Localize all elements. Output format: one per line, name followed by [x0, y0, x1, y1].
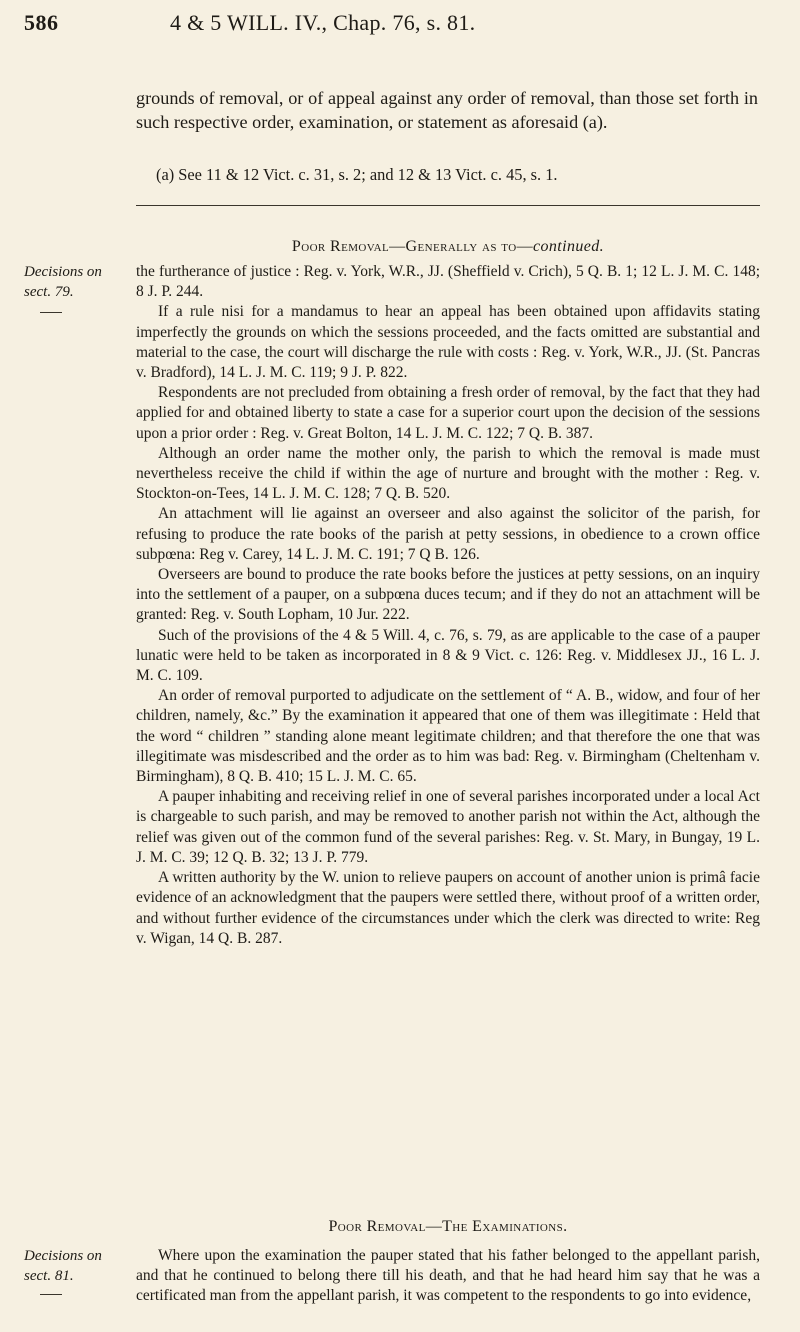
margin-note-line: Decisions on [24, 264, 102, 280]
paragraph: Although an order name the mother only, the parish to which the removal is made must nevertheless receive the child if within the age of nurture and brought with the mother : Reg. v. Stockton-on-Tees, 14 L. J. M. C. 128; 7 Q. B. 520. [136, 444, 760, 503]
margin-note-line: Decisions on [24, 1248, 102, 1264]
paragraph: Where upon the examination the pauper stated that his father belonged to the appellant parish, and that he continued to belong there till his death, and that he had heard him say that he was a certificated man from the appellant parish, it was competent to the respondents to go into evidence, [136, 1247, 760, 1305]
page-number: 586 [24, 10, 59, 35]
section-heading-label: Poor Removal—Generally as to— [291, 238, 533, 255]
paragraph: Respondents are not precluded from obtaining a fresh order of removal, by the fact that they had applied for and obtained liberty to state a case for a superior court upon the decision of the sessions upon a prior order : Reg. v. Great Bolton, 14 L. J. M. C. 122; 7 Q. B. 387. [136, 384, 760, 442]
section-body-generally [136, 262, 760, 949]
margin-note-sect-81 [24, 1246, 124, 1286]
margin-note-line: sect. 79. [24, 284, 74, 300]
section-heading-suffix: continued. [532, 238, 605, 255]
running-title: 4 & 5 WILL. IV., Chap. 76, s. 81. [170, 10, 476, 35]
section-heading-examinations [136, 1218, 760, 1236]
section-body-examinations [136, 1246, 760, 1307]
margin-note-line: sect. 81. [24, 1268, 74, 1284]
paragraph: Such of the provisions of the 4 & 5 Will. 4, c. 76, s. 79, as are applicable to the case of a pauper lunatic were held to be taken as incorporated in 8 & 9 Vict. c. 126: Reg. v. Middlesex JJ., 16 L. J. M. C. 109. [136, 626, 760, 685]
paragraph: Overseers are bound to produce the rate books before the justices at petty sessions, on an inquiry into the settlement of a pauper, on a subpœna duces tecum; and if they do not an attachment will be granted: Reg. v. South Lopham, 10 Jur. 222. [136, 566, 760, 624]
footnote-a: (a) See 11 & 12 Vict. c. 31, s. 2; and 12 & 13 Vict. c. 45, s. 1. [156, 165, 558, 184]
paragraph: A pauper inhabiting and receiving relief in one of several parishes incorporated under a local Act is chargeable to such parish, and may be removed to another parish not within the Act, although the relief was given out of the common fund of the several parishes: Reg. v. St. Mary, in Bungay, 19 L. J. M. C. 39; 12 Q. B. 32; 13 J. P. 779. [136, 788, 760, 866]
margin-dash [40, 312, 62, 313]
page-header [24, 10, 770, 44]
margin-dash [40, 1294, 62, 1295]
section-heading-generally [136, 238, 760, 256]
paragraph: An attachment will lie against an overseer and also against the solicitor of the parish, for refusing to produce the rate books of the parish at petty sessions, in obedience to a crown office subpœna: Reg v. Carey, 14 L. J. M. C. 191; 7 Q B. 126. [136, 505, 760, 563]
section-heading-label: Poor Removal—The Examinations. [328, 1218, 568, 1235]
paragraph: An order of removal purported to adjudicate on the settlement of “ A. B., widow, and four of her children, namely, &c.” By the examination it appeared that one of them was illegitimate : Held that the word “ children ” standing alone meant legitimate children; and that therefore the one that was illegitimate was misdescribed and the order as to him was bad: Reg. v. Birmingham (Cheltenham v. Birmingham), 8 Q. B. 410; 15 L. J. M. C. 65. [136, 687, 760, 786]
paragraph: If a rule nisi for a mandamus to hear an appeal has been obtained upon affidavits stating imperfectly the grounds on which the sessions proceeded, and the facts omitted are substantial and material to the case, the court will discharge the rule with costs : Reg. v. York, W.R., JJ. (St. Pancras v. Bradford), 14 L. J. M. C. 119; 9 J. P. 822. [136, 303, 760, 382]
paragraph: A written authority by the W. union to relieve paupers on account of another union is primâ facie evidence of an acknowledgment that the paupers were settled there, without proof of a written order, and without further evidence of the circumstances under which the clerk was directed to write: Reg v. Wigan, 14 Q. B. 287. [136, 869, 760, 947]
margin-note-sect-79 [24, 262, 124, 302]
opening-paragraph: grounds of removal, or of appeal against any order of removal, than those set forth in such respective order, examination, or statement as aforesaid (a). [136, 88, 758, 132]
paragraph: the furtherance of justice : Reg. v. York, W.R., JJ. (Sheffield v. Crich), 5 Q. B. 1; 12 L. J. M. C. 148; 8 J. P. 244. [136, 263, 760, 301]
footnote-rule [136, 205, 760, 206]
